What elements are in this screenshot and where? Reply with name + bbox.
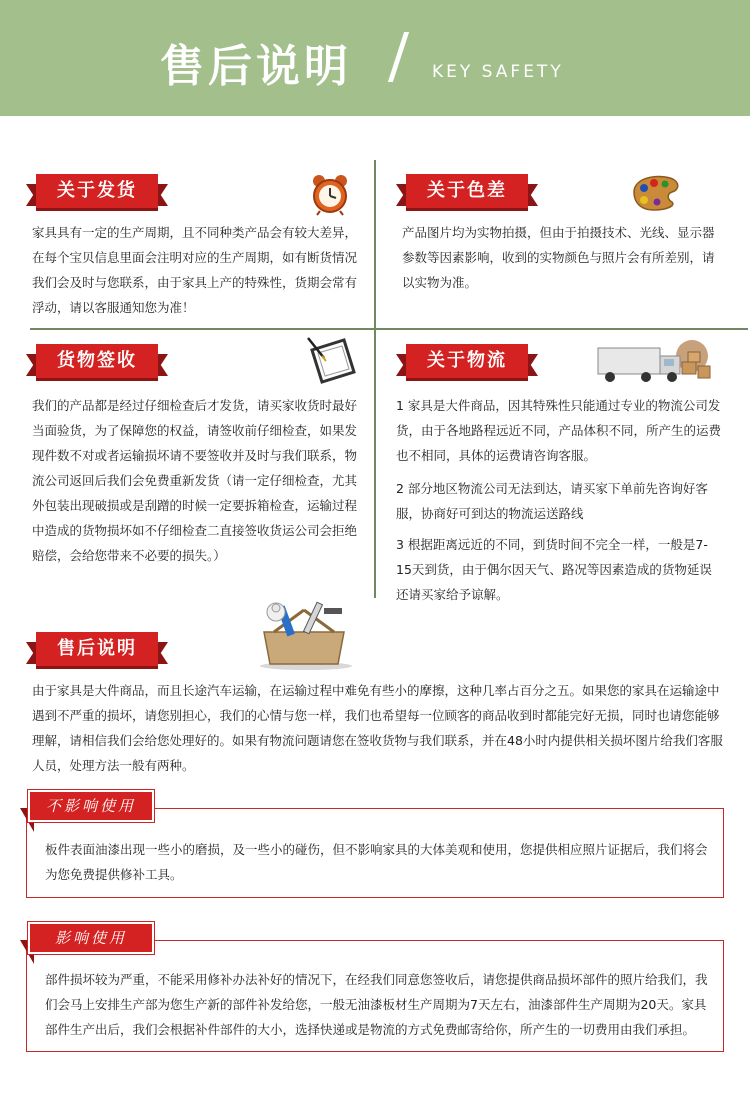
major-damage-box: [26, 940, 724, 1052]
paint-palette-icon: [630, 172, 682, 212]
major-damage-text: 部件损坏较为严重，不能采用修补办法补好的情况下，在经我们同意您签收后，请您提供商品损坏部件的照片给我们，我们会马上安排生产部为您生产新的部件补发给您，一般无油漆板材生产周期为7天左右，油漆部件生产周期为20天。家具部件生产出后，我们会根据补件部件的大小，选择快递或是物流的方式免费邮寄给你，所产生的一切费用由我们承担。: [45, 972, 708, 1037]
delivery-truck-icon: [596, 336, 720, 386]
aftersale-text: 由于家具是大件商品，而且长途汽车运输，在运输过程中难免有些小的摩擦，这种几率占百分之五。如果您的家具在运输途中遇到不严重的损坏，请您别担心，我们的心情与您一样，我们也希望每一位顾客的商品收到时都能完好无损，同时也请您能够理解，请相信我们会给您处理好的。如果有物流问题请您在签收货物与我们联系，并在48小时内提供相关损坏图片给我们客服人员，处理方法一般有两种。: [32, 683, 723, 773]
grid-vertical-divider-bottom: [374, 330, 376, 598]
section-header-color: 关于色差: [406, 174, 528, 208]
minor-damage-tab: 不影响使用: [28, 790, 154, 822]
signing-text: 我们的产品都是经过仔细检查后才发货，请买家收货时最好当面验货，为了保障您的权益，请签收前仔细检查，如果发现件数不对或者运输损坏请不要签收并及时与我们联系，物流公司返回后我们会免费重新发货（请一定仔细检查，尤其外包装出现破损或是刮蹭的时候一定要拆箱检查，运输过程中造成的货物损坏如不仔细检查二直接签收货运公司会拒绝赔偿，会给您带来不必要的损失。）: [32, 398, 358, 563]
section-header-logistics: 关于物流: [406, 344, 528, 378]
toolbox-icon: [254, 598, 358, 670]
color-text: 产品图片均为实物拍摄，但由于拍摄技术、光线、显示器参数等因素影响，收到的实物颜色与照片会有所差别，请以实物为准。: [402, 225, 715, 290]
logistics-item-2: 2 部分地区物流公司无法到达，请买家下单前先咨询好客服，协商好可到达的物流运送路线: [396, 481, 708, 521]
grid-vertical-divider-top: [374, 160, 376, 330]
alarm-clock-icon: [308, 172, 352, 216]
logistics-item-1: 1 家具是大件商品，因其特殊性只能通过专业的物流公司发货，由于各地路程远近不同，产品体积不同，所产生的运费也不相同，具体的运费请咨询客服。: [396, 398, 722, 463]
grid-horizontal-divider: [30, 328, 748, 330]
page-title: 售后说明: [160, 41, 352, 92]
minor-damage-text: 板件表面油漆出现一些小的磨损，及一些小的碰伤，但不影响家具的大体美观和使用，您提供相应照片证据后，我们将会为您免费提供修补工具。: [45, 842, 708, 882]
section-header-signing: 货物签收: [36, 344, 158, 378]
signing-pad-icon: [304, 336, 360, 386]
title-divider: [388, 32, 409, 82]
logistics-item-3: 3 根据距离远近的不同，到货时间不完全一样，一般是7-15天到货，由于偶尔因天气、路况等因素造成的货物延误还请买家给予谅解。: [396, 537, 712, 602]
major-damage-tab: 影响使用: [28, 922, 154, 954]
shipping-text: 家具具有一定的生产周期，且不同种类产品会有较大差异，在每个宝贝信息里面会注明对应的生产周期，如有断货情况我们会及时与您联系，由于家具上产的特殊性，货期会常有浮动，请以客服通知您为准！: [32, 225, 358, 315]
section-header-shipping: 关于发货: [36, 174, 158, 208]
page-subtitle: KEY SAFETY: [432, 62, 564, 82]
section-header-aftersale: 售后说明: [36, 632, 158, 666]
header-banner: [0, 0, 750, 116]
